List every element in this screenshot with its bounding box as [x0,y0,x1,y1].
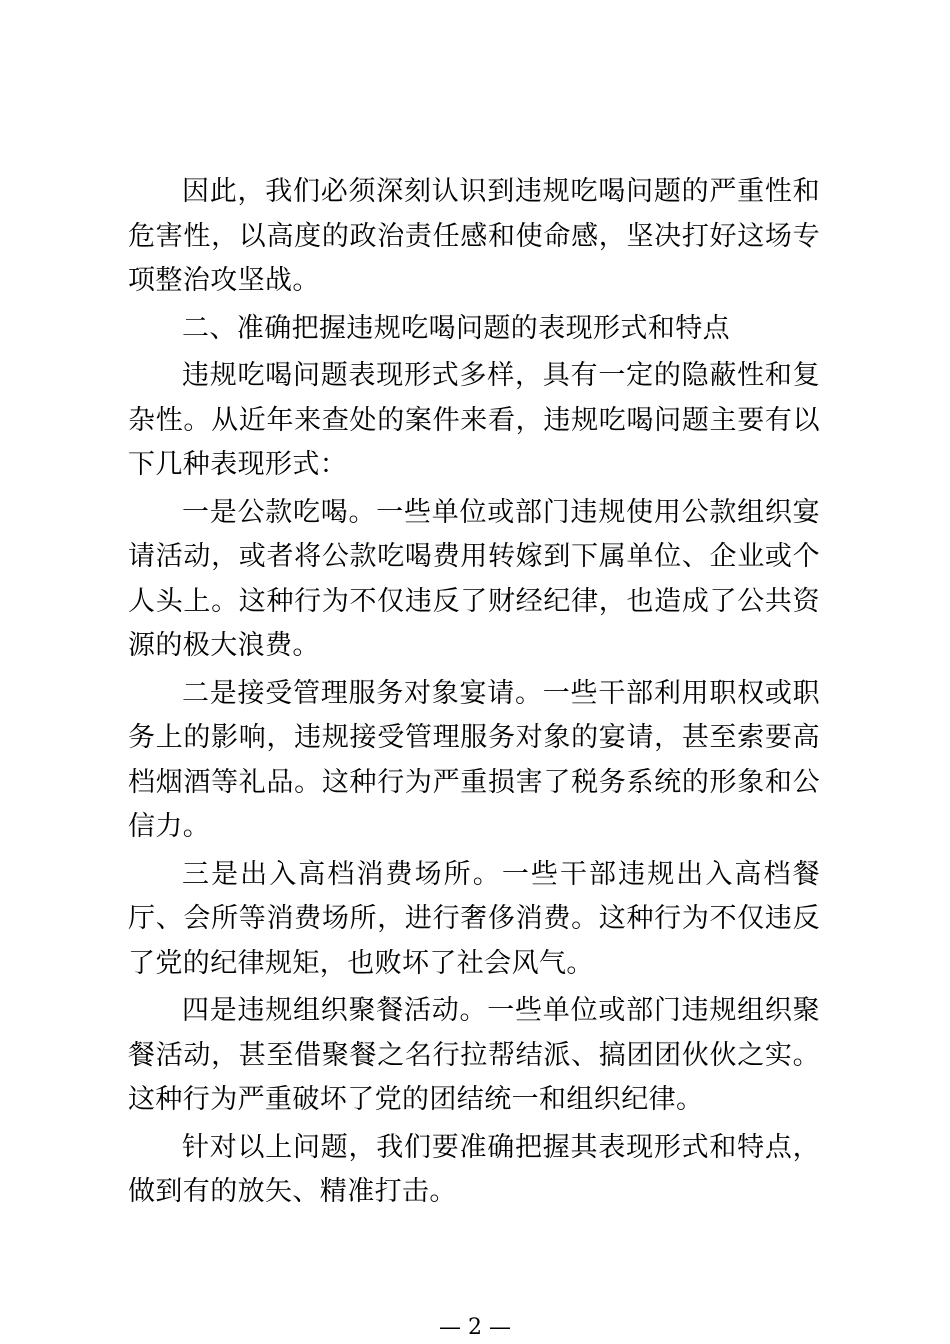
section-heading: 二、准确把握违规吃喝问题的表现形式和特点 [182,312,730,344]
paragraph-intro: 违规吃喝问题表现形式多样，具有一定的隐蔽性和复杂性。从近年来查处的案件来看，违规吃喝问题主要有以下几种表现形式： [128,360,820,480]
paragraph-item-1: 一是公款吃喝。一些单位或部门违规使用公款组织宴请活动，或者将公款吃喝费用转嫁到下属单位、企业或个人头上。这种行为不仅违反了财经纪律，也造成了公共资源的极大浪费。 [128,496,820,661]
paragraph-summary: 针对以上问题，我们要准确把握其表现形式和特点，做到有的放矢、精准打击。 [128,1131,820,1207]
page-number: — 2 — [439,1315,511,1340]
paragraph-item-4: 四是违规组织聚餐活动。一些单位或部门违规组织聚餐活动，甚至借聚餐之名行拉帮结派、搞团团伙伙之实。这种行为严重破坏了党的团结统一和组织纪律。 [128,995,820,1115]
document-body [128,170,820,1218]
paragraph-conclusion: 因此，我们必须深刻认识到违规吃喝问题的严重性和危害性，以高度的政治责任感和使命感，坚决打好这场专项整治攻坚战。 [128,176,820,296]
paragraph-item-2: 二是接受管理服务对象宴请。一些干部利用职权或职务上的影响，违规接受管理服务对象的宴请，甚至索要高档烟酒等礼品。这种行为严重损害了税务系统的形象和公信力。 [128,677,820,842]
paragraph-item-3: 三是出入高档消费场所。一些干部违规出入高档餐厅、会所等消费场所，进行奢侈消费。这种行为不仅违反了党的纪律规矩，也败坏了社会风气。 [128,858,820,979]
